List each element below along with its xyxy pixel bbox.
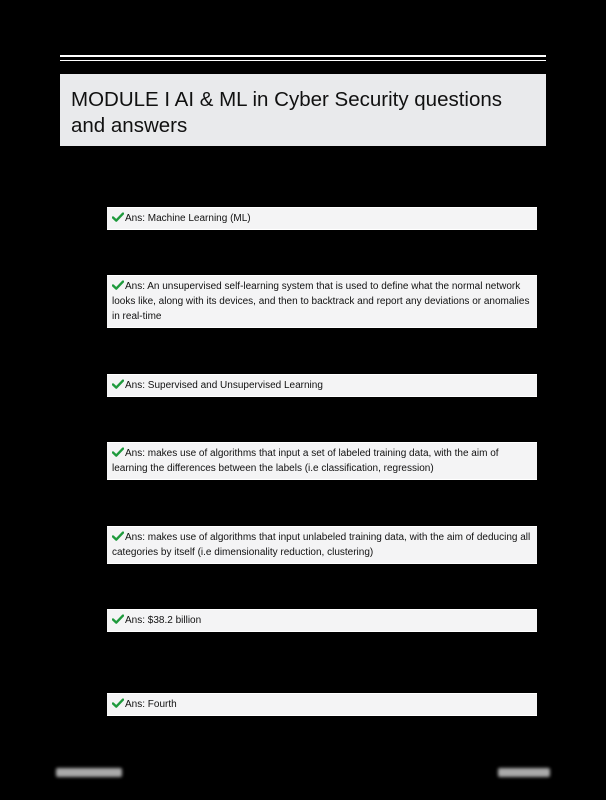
top-rule-1 [60,55,546,57]
check-icon [112,531,124,541]
top-rule-2 [60,60,546,61]
answer-box-2 [107,275,537,328]
check-icon [112,614,124,624]
answer-box-3 [107,374,537,397]
answer-text: Ans: makes use of algorithms that input a set of labeled training data, with the aim of learning the differences between the labels (i.e classification, regression) [112,448,499,474]
check-icon [112,698,124,708]
page-title: MODULE I AI & ML in Cyber Security questions and answers [71,88,503,137]
answer-box-6 [107,609,537,632]
answer-text: Ans: $38.2 billion [125,615,202,626]
footer-left-blur [56,768,122,777]
answer-box-5 [107,526,537,564]
check-icon [112,447,124,457]
answer-text: Ans: Fourth [125,699,177,710]
answer-text: Ans: Supervised and Unsupervised Learning [125,380,323,391]
check-icon [112,379,124,389]
answer-text: Ans: Machine Learning (ML) [125,213,251,224]
answer-box-4 [107,442,537,480]
footer-right-blur [498,768,550,777]
answer-box-1 [107,207,537,230]
check-icon [112,280,124,290]
answer-text: Ans: An unsupervised self-learning system that is used to define what the normal network looks like, along with its devices, and then to backtrack and report any deviations or anomalies in real-time [112,281,530,322]
answer-box-7 [107,693,537,716]
page-title-box [60,74,546,146]
answer-text: Ans: makes use of algorithms that input unlabeled training data, with the aim of deducing all categories by itself (i.e dimensionality reduction, clustering) [112,532,531,558]
check-icon [112,212,124,222]
